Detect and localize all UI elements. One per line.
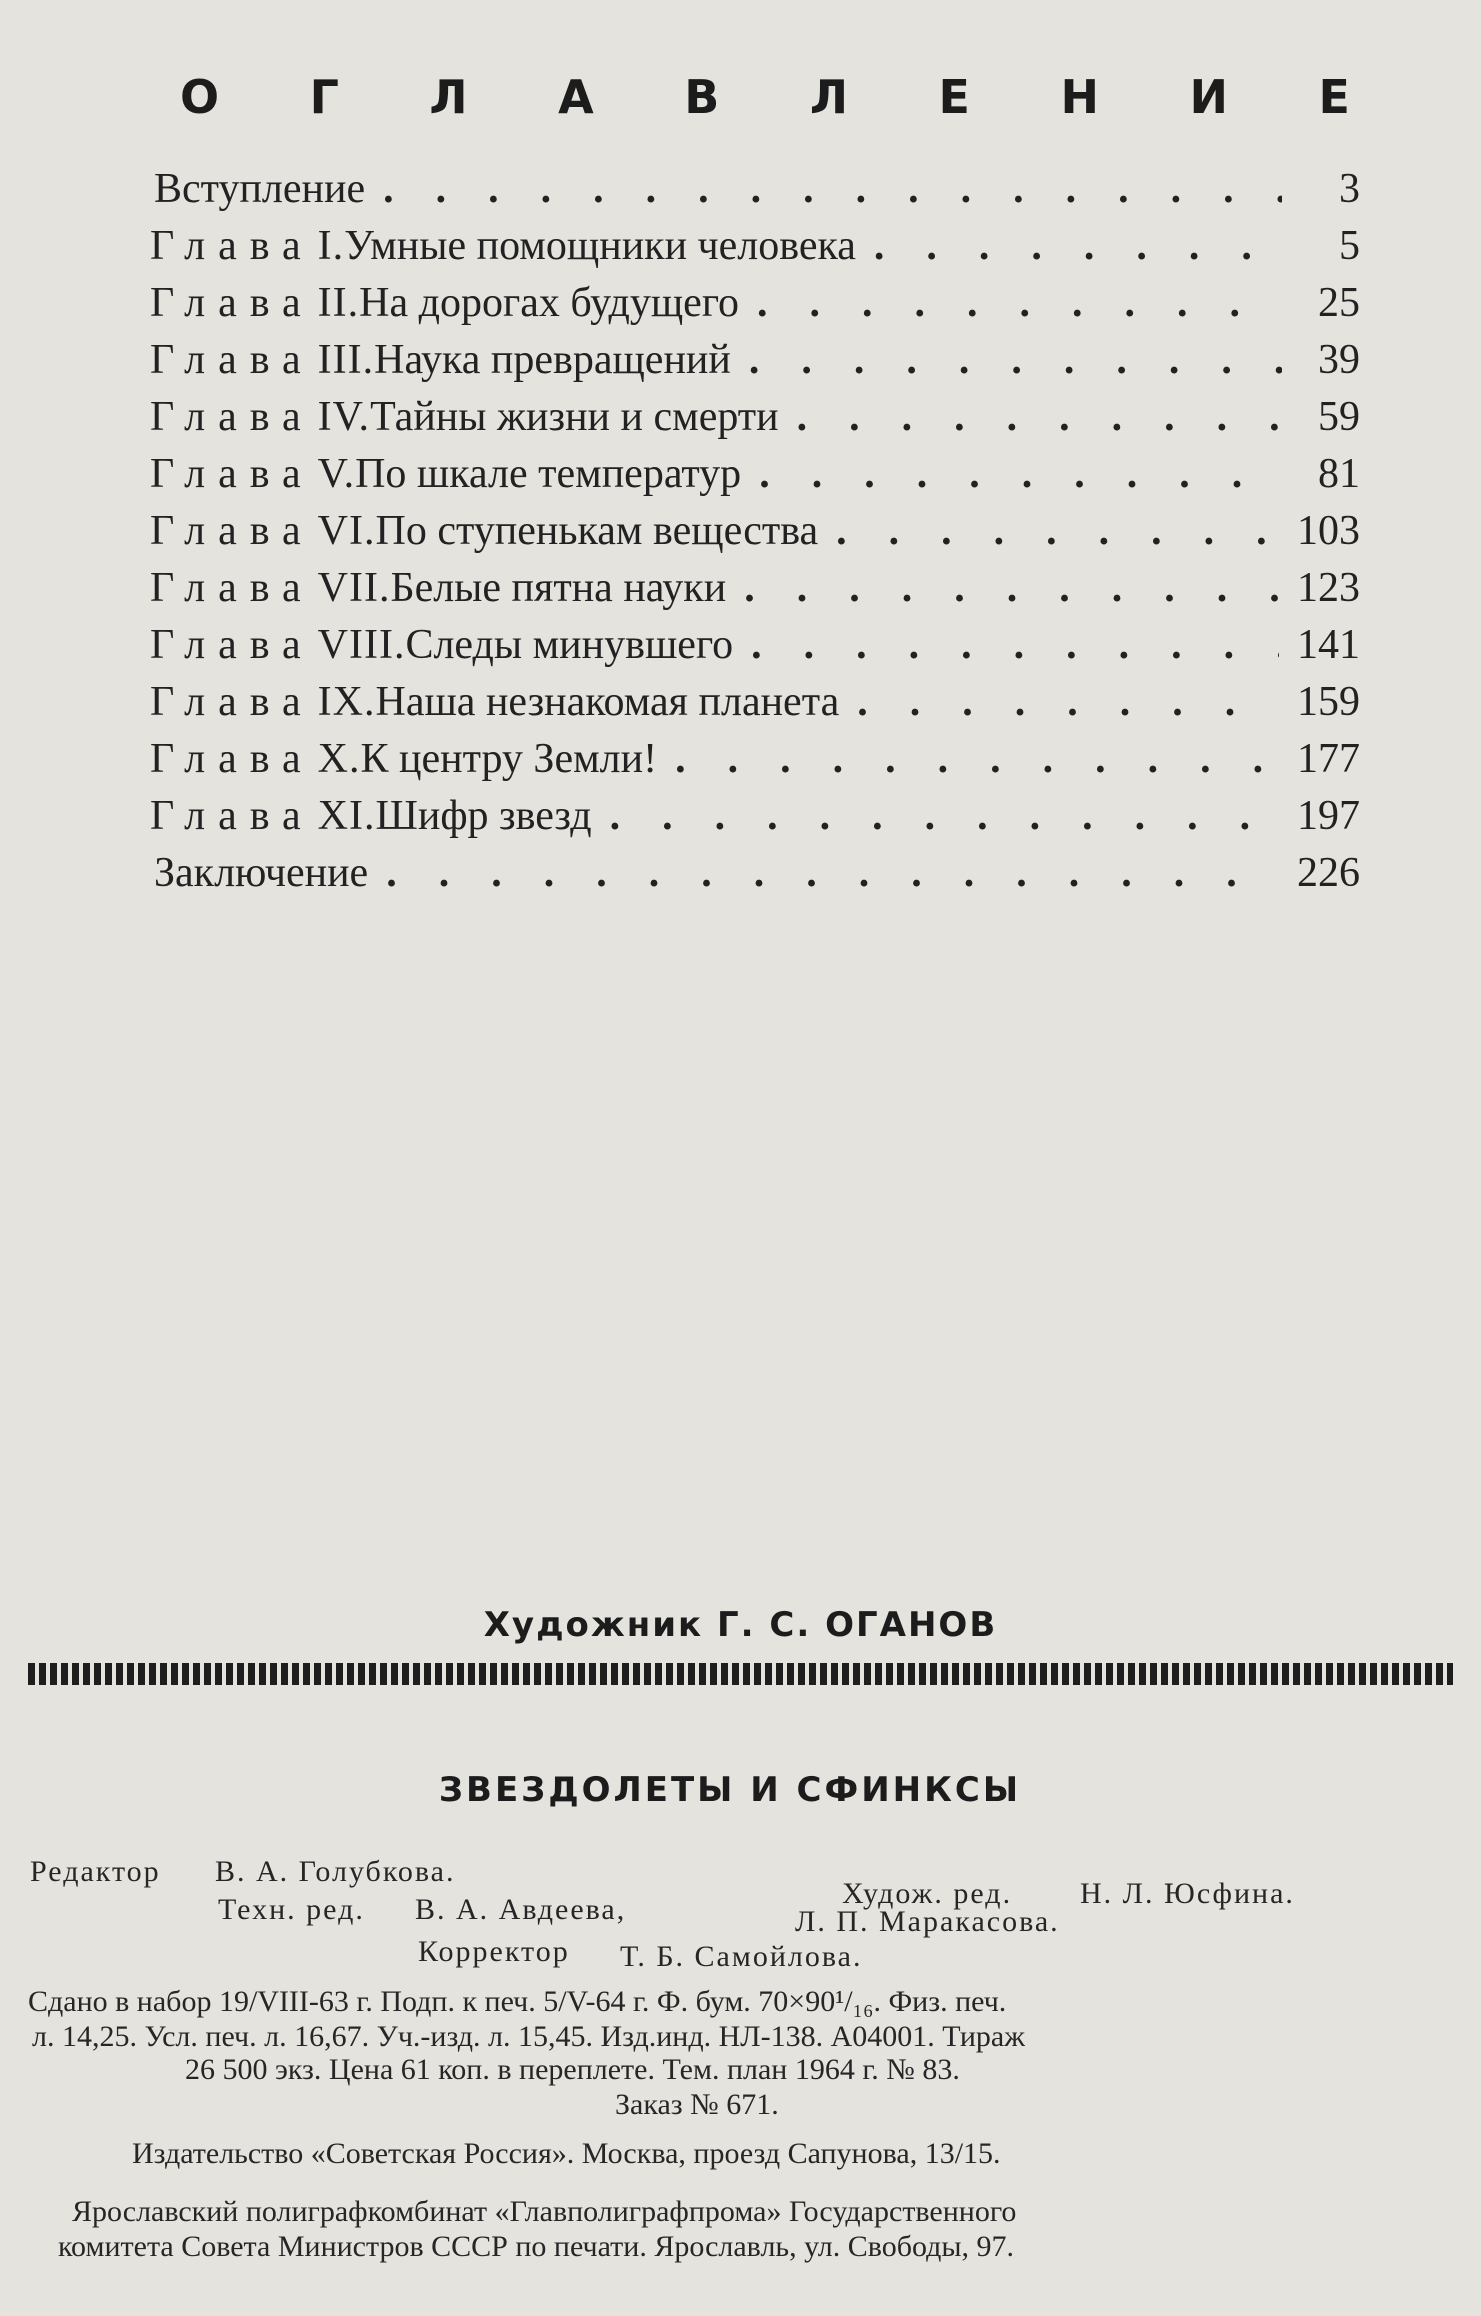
- art-editor-label: Худож. ред.: [842, 1877, 1013, 1910]
- printer-line-1: Ярославский полиграфкомбинат «Главполиграфпрома» Государственного: [72, 2195, 1017, 2228]
- toc-entry-title: По ступенькам вещества: [375, 508, 819, 554]
- toc-entry-number: XI.: [317, 793, 376, 839]
- toc-entry-title: К центру Земли!: [360, 736, 658, 782]
- dot-leader: [675, 735, 1279, 783]
- toc-entry: [150, 279, 1360, 336]
- toc-heading: [180, 70, 1350, 124]
- toc-entry-prefix: Глава: [150, 679, 314, 725]
- dot-leader: [610, 792, 1279, 840]
- toc-entry-title: Наука превращений: [374, 337, 731, 383]
- toc-heading-letter: Е: [1318, 70, 1350, 124]
- toc-entry-page: 25: [1318, 280, 1360, 326]
- toc-entry-title: На дорогах будущего: [359, 280, 740, 326]
- toc-entry-title: Умные помощники человека: [344, 223, 856, 269]
- art-editor-name: Н. Л. Юсфина.: [1080, 1877, 1295, 1910]
- toc-entry-page: 81: [1318, 451, 1360, 497]
- toc-entry-prefix: Глава: [150, 622, 314, 668]
- toc-entry-prefix: Глава: [150, 508, 314, 554]
- printer-line-2: комитета Совета Министров СССР по печати. Ярославль, ул. Свободы, 97.: [58, 2230, 1015, 2263]
- dot-leader: [757, 279, 1282, 327]
- toc-heading-letter: О: [180, 70, 220, 124]
- toc-entry-number: VIII.: [317, 622, 406, 668]
- publisher-line: Издательство «Советская Россия». Москва, проезд Сапунова, 13/15.: [132, 2137, 1001, 2170]
- toc-entry-prefix: Глава: [150, 394, 314, 440]
- toc-heading-letter: В: [684, 70, 720, 124]
- toc-heading-letter: А: [558, 70, 594, 124]
- toc-entry-page: 226: [1297, 850, 1360, 896]
- toc-entry-title: Шифр звезд: [375, 793, 592, 839]
- toc-entry-prefix: Глава: [150, 280, 314, 326]
- artist-credit: Художник Г. С. ОГАНОВ: [483, 1605, 998, 1645]
- toc-entry-prefix: Глава: [150, 736, 314, 782]
- toc-entry-number: I.: [317, 223, 345, 269]
- tech-editor-label: Техн. ред.: [218, 1893, 365, 1926]
- toc-entry-title: Заключение: [154, 850, 369, 896]
- book-title: ЗВЕЗДОЛЕТЫ И СФИНКСЫ: [438, 1770, 1022, 1810]
- toc-entry: [150, 792, 1360, 849]
- toc-heading-letter: Л: [809, 70, 849, 124]
- toc-entry-page: 59: [1318, 394, 1360, 440]
- toc-entry-title: Наша незнакомая планета: [375, 679, 840, 725]
- toc-entry: [150, 393, 1360, 450]
- toc-heading-letter: Н: [1060, 70, 1099, 124]
- toc-entry: [150, 222, 1360, 279]
- toc-entry-title: По шкале температур: [355, 451, 742, 497]
- dot-leader: [874, 222, 1282, 270]
- editor-label: Редактор: [30, 1855, 161, 1888]
- toc-entry: [150, 678, 1360, 735]
- toc-heading-letter: Л: [429, 70, 468, 124]
- dot-leader: [857, 678, 1279, 726]
- dot-leader: [751, 621, 1279, 669]
- toc-entry-title: Следы минувшего: [405, 622, 734, 668]
- toc-entry-page: 177: [1297, 736, 1360, 782]
- toc-entry-number: III.: [317, 337, 375, 383]
- toc-entry-page: 5: [1339, 223, 1360, 269]
- dot-leader: [797, 393, 1282, 441]
- print-info-line-2: л. 14,25. Усл. печ. л. 16,67. Уч.-изд. л. 15,45. Изд.инд. НЛ-138. А04001. Тираж: [32, 2020, 1025, 2053]
- proofreader-name: Т. Б. Самойлова.: [620, 1940, 863, 1973]
- toc-entry-page: 197: [1297, 793, 1360, 839]
- toc-entry: [150, 165, 1360, 222]
- toc-entry-prefix: Глава: [150, 223, 314, 269]
- toc-entry: [150, 336, 1360, 393]
- dot-leader: [749, 336, 1282, 384]
- toc-entry: [150, 507, 1360, 564]
- toc-entry: [150, 621, 1360, 678]
- toc-entry-number: IV.: [317, 394, 371, 440]
- toc-entry-title: Тайны жизни и смерти: [370, 394, 779, 440]
- print-info-line-1: Сдано в набор 19/VIII-63 г. Подп. к печ. 5/V-64 г. Ф. бум. 70×90¹/₁₆. Физ. печ.: [28, 1985, 1007, 2018]
- toc-entry-title: Белые пятна науки: [390, 565, 727, 611]
- proofreader-label: Корректор: [418, 1935, 570, 1968]
- dot-leader: [383, 165, 1282, 213]
- toc-entry: [150, 450, 1360, 507]
- toc-entry-title: Вступление: [154, 166, 366, 212]
- toc-heading-letter: И: [1189, 70, 1228, 124]
- toc-entry-number: X.: [317, 736, 361, 782]
- toc-entry-page: 141: [1297, 622, 1360, 668]
- print-info-line-3: 26 500 экз. Цена 61 коп. в переплете. Тем. план 1964 г. № 83.: [185, 2053, 960, 2086]
- print-info-line-4: Заказ № 671.: [615, 2088, 779, 2121]
- toc-entry-page: 123: [1297, 565, 1360, 611]
- tech-editor-name-2: Л. П. Маракасова.: [795, 1905, 1060, 1938]
- editor-name: В. А. Голубкова.: [215, 1855, 456, 1888]
- toc-entry-prefix: Глава: [150, 793, 314, 839]
- toc-entry: [150, 564, 1360, 621]
- dot-leader: [744, 564, 1279, 612]
- toc-heading-letter: Е: [938, 70, 970, 124]
- toc-entry-number: VI.: [317, 508, 376, 554]
- dot-leader: [386, 849, 1279, 897]
- toc-entry-page: 3: [1339, 166, 1360, 212]
- toc-entry-number: V.: [317, 451, 356, 497]
- toc-entry-number: IX.: [317, 679, 376, 725]
- tech-editor-name-1: В. А. Авдеева,: [415, 1893, 627, 1926]
- toc-entry-prefix: Глава: [150, 451, 314, 497]
- toc-entry-number: II.: [317, 280, 360, 326]
- ornamental-divider: [28, 1663, 1453, 1685]
- toc-heading-letter: Г: [309, 70, 339, 124]
- table-of-contents: [150, 165, 1360, 906]
- toc-entry-prefix: Глава: [150, 337, 314, 383]
- toc-entry: [150, 735, 1360, 792]
- dot-leader: [836, 507, 1279, 555]
- toc-entry-page: 103: [1297, 508, 1360, 554]
- toc-entry-page: 39: [1318, 337, 1360, 383]
- dot-leader: [759, 450, 1282, 498]
- toc-entry-page: 159: [1297, 679, 1360, 725]
- toc-entry-number: VII.: [317, 565, 391, 611]
- toc-entry-prefix: Глава: [150, 565, 314, 611]
- toc-entry: [150, 849, 1360, 906]
